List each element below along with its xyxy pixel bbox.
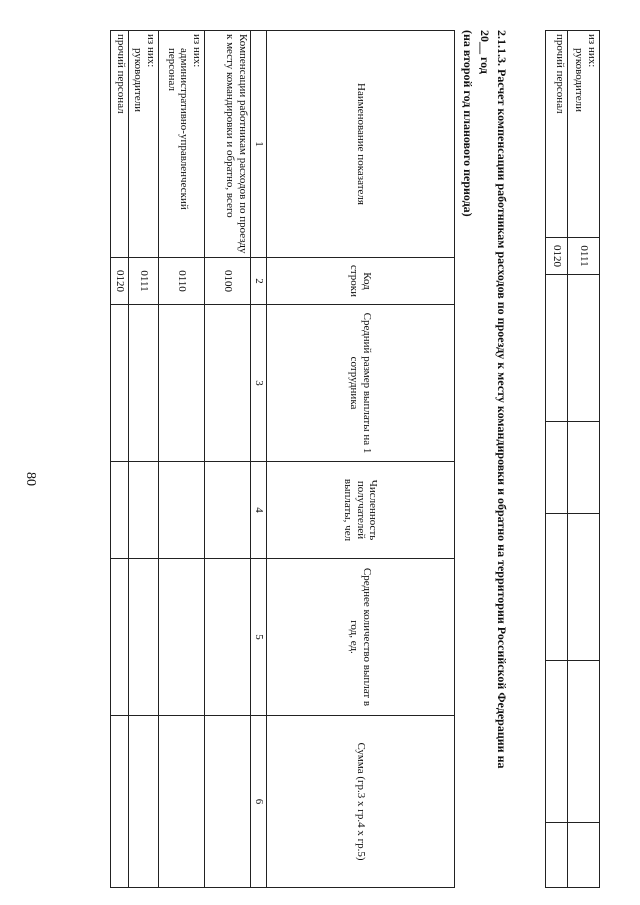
cell — [111, 462, 129, 559]
row-sublabel: руководители — [132, 48, 145, 112]
header-sum: Сумма (гр.3 x гр.4 x гр.5) — [267, 716, 455, 888]
cell — [568, 422, 600, 514]
row-code: 0111 — [129, 258, 159, 305]
col-number: 2 — [251, 258, 267, 305]
cell — [205, 716, 251, 888]
cell — [568, 661, 600, 823]
header-row — [267, 31, 455, 888]
cell — [159, 559, 205, 716]
table-row — [111, 31, 129, 888]
cell — [546, 823, 568, 888]
row-label-cell — [129, 31, 159, 258]
cell — [546, 661, 568, 823]
cell — [129, 559, 159, 716]
row-code: 0100 — [205, 258, 251, 305]
row-label: прочий персонал — [111, 31, 129, 258]
cell — [129, 462, 159, 559]
col-number: 5 — [251, 559, 267, 716]
cell — [129, 305, 159, 462]
section-subtitle: (на второй год планового периода) — [461, 30, 476, 217]
header-name: Наименование показателя — [267, 31, 455, 258]
cell — [205, 559, 251, 716]
column-number-row — [251, 31, 267, 888]
cell — [111, 559, 129, 716]
cell — [546, 514, 568, 661]
cell — [568, 823, 600, 888]
row-label-cell — [568, 31, 600, 238]
cell — [546, 275, 568, 422]
row-sublabel: руководители — [573, 48, 586, 112]
row-label: Компенсации работникам расходов по проезду к месту командировки и обратно, всего — [205, 31, 251, 258]
table-row — [129, 31, 159, 888]
row-label: прочий персонал — [546, 31, 568, 238]
cell — [111, 716, 129, 888]
table-row — [205, 31, 251, 888]
cell — [159, 305, 205, 462]
section-heading — [460, 30, 510, 790]
table-row — [568, 31, 600, 888]
col-number: 4 — [251, 462, 267, 559]
row-label-cell — [159, 31, 205, 258]
header-avg-count: Среднее количество выплат в год, ед. — [267, 559, 455, 716]
table-row — [546, 31, 568, 888]
cell — [111, 305, 129, 462]
row-code: 0120 — [111, 258, 129, 305]
header-avg-payment: Средний размер выплаты на 1 сотрудника — [267, 305, 455, 462]
cell — [159, 462, 205, 559]
top-table — [545, 30, 600, 888]
header-recipients: Численность получателей выплаты, чел — [267, 462, 455, 559]
row-label: из них: — [145, 34, 157, 68]
table-row — [159, 31, 205, 888]
col-number: 3 — [251, 305, 267, 462]
main-table — [110, 30, 455, 888]
row-code: 0120 — [546, 238, 568, 275]
section-title: 2.1.1.3. Расчет компенсации работникам расходов по проезду к месту командировки и обратно на территории Российской Федерации на 20__ год — [478, 30, 509, 769]
row-code: 0110 — [159, 258, 205, 305]
col-number: 1 — [251, 31, 267, 258]
cell — [568, 275, 600, 422]
cell — [205, 305, 251, 462]
page-number: 80 — [23, 472, 38, 486]
cell — [159, 716, 205, 888]
row-sublabel: административно-управленческий персонал — [165, 48, 191, 210]
col-number: 6 — [251, 716, 267, 888]
row-label: из них: — [586, 34, 598, 68]
row-code: 0111 — [568, 238, 600, 275]
row-label: из них: — [191, 34, 203, 68]
header-code: Код строки — [267, 258, 455, 305]
cell — [129, 716, 159, 888]
cell — [568, 514, 600, 661]
cell — [546, 422, 568, 514]
cell — [205, 462, 251, 559]
